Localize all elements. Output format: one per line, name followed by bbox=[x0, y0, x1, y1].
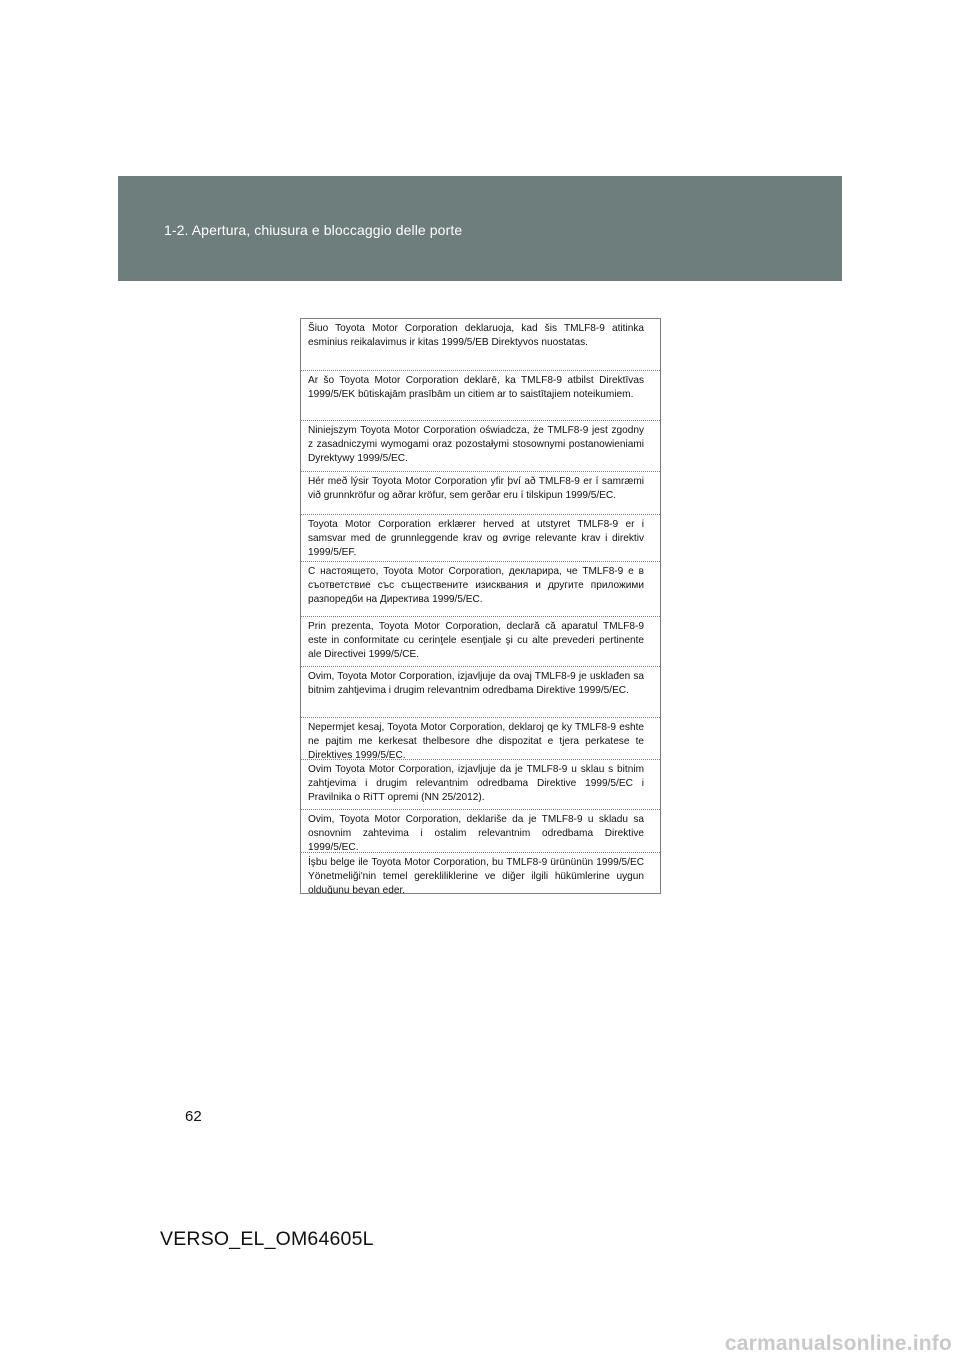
document-code: VERSO_EL_OM64605L bbox=[160, 1228, 374, 1250]
declaration-row-sq: Nepermjet kesaj, Toyota Motor Corporation, deklaroj qe ky TMLF8-9 eshte ne pajtim me kerkesat thelbesore dhe dispozitat e tjera perkatese te Direktives 1999/5/EC. bbox=[301, 718, 660, 760]
declaration-row-me: Ovim Toyota Motor Corporation, izjavljuje da je TMLF8-9 u sklau s bitnim zahtjevima i drugim relevantnim odredbama Direktive 1999/5/EC i Pravilnika o RiTT opremi (NN 25/2012). bbox=[301, 760, 660, 810]
declaration-row-sr: Ovim, Toyota Motor Corporation, deklariše da je TMLF8-9 u skladu sa osnovnim zahtevima i ostalim relevantnim odredbama Direktive 1999/5/EC. bbox=[301, 810, 660, 853]
declaration-row-hr: Ovim, Toyota Motor Corporation, izjavljuje da ovaj TMLF8-9 je usklađen sa bitnim zahtjevima i drugim relevantnim odredbama Direktive 1999/5/EC. bbox=[301, 667, 660, 718]
section-header bbox=[118, 176, 842, 281]
declaration-table bbox=[300, 318, 661, 894]
declaration-row-tr: İşbu belge ile Toyota Motor Corporation, bu TMLF8-9 ürününün 1999/5/EC Yönetmeliği'nin temel gerekliliklerine ve diğer ilgili hükümlerine uygun olduğunu beyan eder. bbox=[308, 857, 644, 894]
page-number: 62 bbox=[185, 1108, 202, 1125]
declaration-row-is: Hér með lýsir Toyota Motor Corporation yfir því að TMLF8-9 er í samræmi við grunnkröfur og aðrar kröfur, sem gerðar eru í tilskipun 1999/5/EC. bbox=[301, 472, 660, 515]
declaration-row-ro: Prin prezenta, Toyota Motor Corporation, declară că aparatul TMLF8-9 este in conformitate cu cerinţele esenţiale şi cu alte prevederi pertinente ale Directivei 1999/5/CE. bbox=[301, 617, 660, 667]
declaration-row-bg: С настоящето, Toyota Motor Corporation, декларира, че TMLF8-9 е в съответствие със съществените изисквания и другите приложими разпоредби на Директива 1999/5/ЕС. bbox=[301, 562, 660, 617]
section-title: 1-2. Apertura, chiusura e bloccaggio delle porte bbox=[164, 222, 463, 238]
declaration-row-lt: Šiuo Toyota Motor Corporation deklaruoja, kad šis TMLF8-9 atitinka esminius reikalavimus ir kitas 1999/5/EB Direktyvos nuostatas. bbox=[301, 319, 660, 371]
declaration-row-pl: Niniejszym Toyota Motor Corporation oświadcza, że TMLF8-9 jest zgodny z zasadniczymi wymogami oraz pozostałymi stosownymi postanowieniami Dyrektywy 1999/5/EC. bbox=[301, 421, 660, 472]
watermark: carmanualsonline.info bbox=[724, 1332, 952, 1355]
declaration-row-no: Toyota Motor Corporation erklærer herved at utstyret TMLF8-9 er i samsvar med de grunnleggende krav og øvrige relevante krav i direktiv 1999/5/EF. bbox=[301, 515, 660, 562]
declaration-row-lv: Ar šo Toyota Motor Corporation deklarē, ka TMLF8-9 atbilst Direktīvas 1999/5/EK būtiskajām prasībām un citiem ar to saistītajiem noteikumiem. bbox=[301, 371, 660, 421]
